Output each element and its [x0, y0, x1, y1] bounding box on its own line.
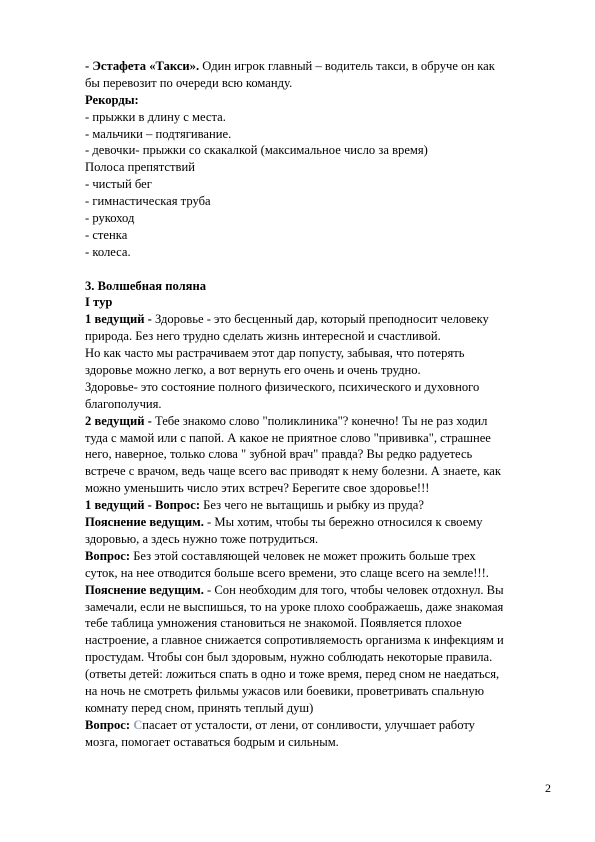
explanation-2-line: простудам. Чтобы сон был здоровым, нужно соблюдать некоторые правила. — [85, 650, 493, 665]
records-heading: Рекорды: — [85, 92, 139, 107]
question-2-line: Вопрос: Без этой составляющей человек не может прожить больше трех — [85, 548, 476, 563]
host2-line: встрече с врачом, ведь чаще всего вас приводят к нему болезни. А знаете, как — [85, 464, 501, 479]
question-2-label: Вопрос: — [85, 548, 131, 563]
section-heading: 3. Волшебная поляна — [85, 278, 207, 293]
host2-line: 2 ведущий - Тебе знакомо слово "поликлиника"? конечно! Ты не раз ходил — [85, 413, 488, 428]
records-item: - прыжки в длину с места. — [85, 109, 226, 124]
records-item: - мальчики – подтягивание. — [85, 126, 232, 141]
obstacle-item: - рукоход — [85, 211, 135, 226]
document-page — [85, 58, 555, 751]
explanation-2-line: комнату перед сном, принять теплый душ) — [85, 700, 314, 715]
obstacle-item: - колеса. — [85, 244, 131, 259]
records-item: - девочки- прыжки со скакалкой (максимальное число за время) — [85, 143, 428, 158]
host1-line: Но как часто мы растрачиваем этот дар попусту, забывая, что потерять — [85, 346, 465, 361]
host2-line: туда с мамой или с папой. А какое не приятное слово "прививка", страшнее — [85, 430, 491, 445]
question-3-label: Вопрос: — [85, 717, 131, 732]
question-1: 1 ведущий - Вопрос: Без чего не вытащишь и рыбку из пруда? — [85, 498, 424, 513]
explanation-1-line: Пояснение ведущим. - Мы хотим, чтобы ты бережно относился к своему — [85, 515, 483, 530]
relay-line-1: - Эстафета «Такси». Один игрок главный – водитель такси, в обруче он как — [85, 59, 495, 73]
explanation-1-label: Пояснение ведущим. — [85, 515, 204, 530]
host1-line: здоровье можно легко, а вот вернуть его очень и очень трудно. — [85, 363, 421, 378]
explanation-2-line: тебе таблица умножения становиться не знакомой. Появляется плохое — [85, 616, 462, 631]
spacer — [85, 261, 555, 278]
host2-line: него, наверное, только слова " зубной врач" правда? Вы редко радуетесь — [85, 447, 473, 462]
obstacle-heading: Полоса препятствий — [85, 160, 195, 175]
obstacle-item: - гимнастическая труба — [85, 194, 211, 209]
question-3-line: Вопрос: Спасает от усталости, от лени, от сонливости, улучшает работу — [85, 717, 475, 732]
round-heading: I тур — [85, 295, 113, 310]
explanation-2-line: на ночь не смотреть фильмы ужасов или боевики, проветривать спальную — [85, 683, 485, 698]
page-number: 2 — [545, 781, 551, 795]
host1-line: благополучия. — [85, 396, 162, 411]
host1-label: 1 ведущий - — [85, 312, 152, 327]
relay-title: - Эстафета «Такси». — [85, 59, 200, 73]
relay-line-2: бы перевозит по очереди всю команду. — [85, 75, 293, 90]
explanation-2-line: (ответы детей: ложиться спать в одно и тоже время, перед сном не наедаться, — [85, 667, 500, 682]
explanation-2-label: Пояснение ведущим. — [85, 582, 204, 597]
host1-line: природа. Без него трудно сделать жизнь интересной и счастливой. — [85, 329, 441, 344]
question-2-line: суток, на нее отводится больше всего времени, это слаще всего на земле!!!. — [85, 565, 489, 580]
host2-label: 2 ведущий - — [85, 413, 152, 428]
host1-line: 1 ведущий - Здоровье - это бесценный дар, который преподносит человеку — [85, 312, 489, 327]
obstacle-item: - чистый бег — [85, 177, 152, 192]
explanation-2-line: Пояснение ведущим. - Сон необходим для того, чтобы человек отдохнул. Вы — [85, 582, 504, 597]
question-3-line: мозга, помогает оставаться бодрым и сильным. — [85, 734, 339, 749]
question-1-label: 1 ведущий - Вопрос: — [85, 498, 201, 513]
explanation-2-line: замечали, если не выспишься, то на уроке плохо соображаешь, даже знакомая — [85, 599, 504, 614]
obstacle-item: - стенка — [85, 227, 128, 242]
host1-line: Здоровье- это состояние полного физического, психического и духовного — [85, 379, 480, 394]
explanation-2-line: настроение, а главное снижается сопротивляемость организма к инфекциям и — [85, 633, 504, 648]
host2-line: можно уменьшить число этих встреч? Берегите свое здоровье!!! — [85, 481, 430, 496]
explanation-1-line: здоровью, а здесь нужно тоже потрудиться. — [85, 531, 319, 546]
